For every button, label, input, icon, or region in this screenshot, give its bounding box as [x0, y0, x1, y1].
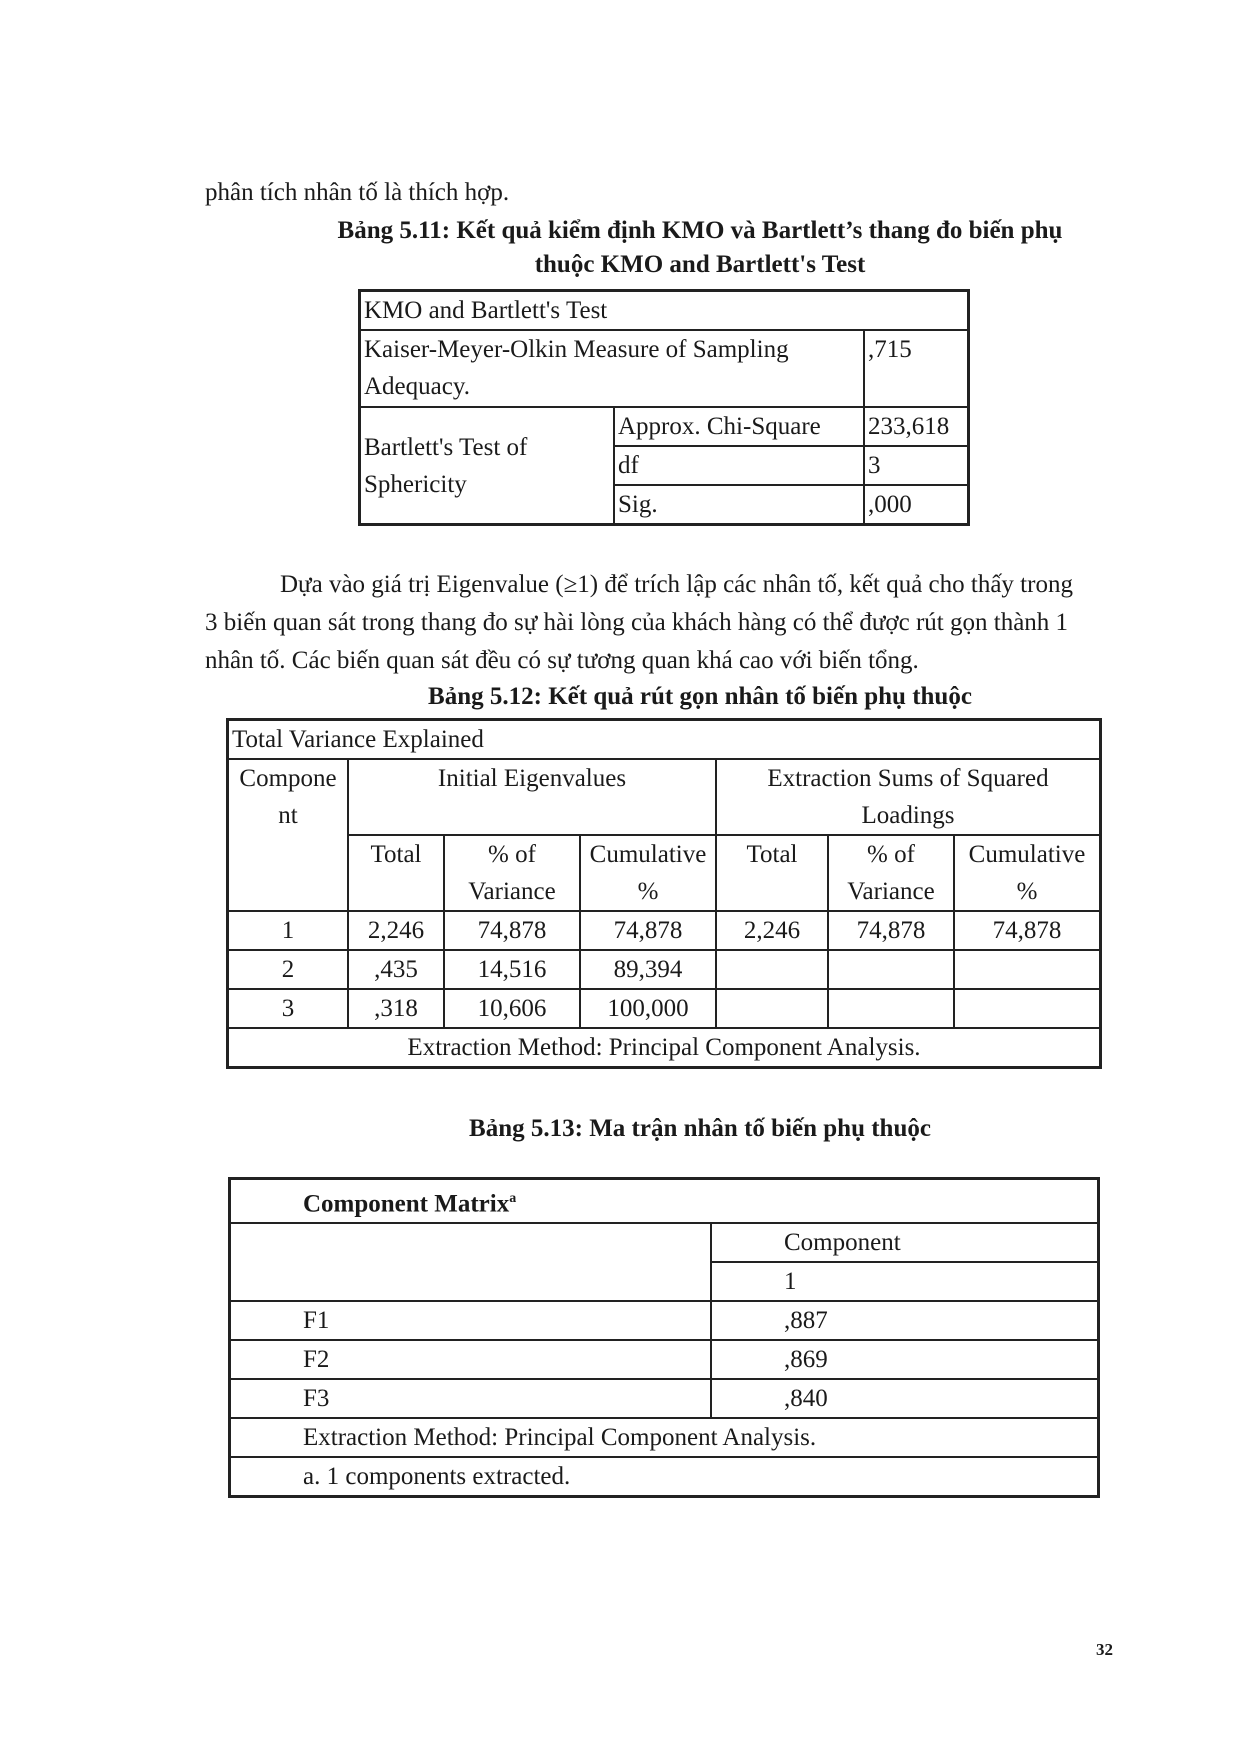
kmo-table-title: KMO and Bartlett's Test: [360, 291, 969, 331]
paragraph-line-3: nhân tố. Các biến quan sát đều có sự tương quan khá cao với biến tổng.: [205, 647, 919, 674]
ex-cum-line-2: %: [1016, 878, 1038, 905]
matrix-row-label: F1: [230, 1301, 712, 1340]
row-component: 3: [228, 989, 349, 1028]
pct-line-2: Variance: [468, 878, 556, 905]
row-total: ,435: [348, 950, 444, 989]
row-cum: 74,878: [580, 911, 716, 950]
kmo-bartlett-table: [358, 289, 970, 526]
bartlett-label-line-1: Bartlett's Test of: [364, 433, 528, 461]
component-matrix-blank: [230, 1223, 712, 1301]
component-matrix-title: [230, 1179, 1099, 1224]
pct-line-1: % of: [488, 841, 536, 868]
caption-line-1: Bảng 5.11: Kết quả kiểm định KMO và Bartlett’s thang đo biến phụ: [337, 217, 1063, 244]
component-matrix-title-text: Component Matrix: [303, 1190, 510, 1218]
row-component: 2: [228, 950, 349, 989]
row-ex-cum: [954, 989, 1101, 1028]
row-total: ,318: [348, 989, 444, 1028]
bartlett-row-label: Sig.: [614, 485, 864, 525]
total-variance-title: Total Variance Explained: [228, 720, 1101, 760]
component-matrix-footer-1: Extraction Method: Principal Component Analysis.: [230, 1418, 1099, 1457]
table-5-12-caption: Bảng 5.12: Kết quả rút gọn nhân tố biến phụ thuộc: [428, 683, 972, 710]
component-header: Component: [711, 1223, 1099, 1262]
component-matrix-table: [228, 1177, 1100, 1498]
ex-pct-line-1: % of: [867, 841, 915, 868]
cum-line-1: Cumulative: [589, 841, 707, 868]
row-ex-pct: [828, 950, 954, 989]
row-component: 1: [228, 911, 349, 950]
row-cum: 89,394: [580, 950, 716, 989]
row-ex-pct: [828, 989, 954, 1028]
row-pct: 10,606: [444, 989, 580, 1028]
component-header: [228, 759, 349, 911]
row-ex-total: 2,246: [716, 911, 828, 950]
table-row: [230, 1379, 1099, 1418]
bartlett-label-line-2: Sphericity: [364, 470, 467, 498]
matrix-row-value: ,840: [711, 1379, 1099, 1418]
table-row: [228, 911, 1101, 950]
table-row: [230, 1340, 1099, 1379]
bartlett-row-value: 233,618: [864, 407, 969, 446]
table-5-11-caption: [290, 214, 1110, 282]
component-matrix-footer-2: a. 1 components extracted.: [230, 1457, 1099, 1497]
page-number: 32: [1096, 1640, 1113, 1659]
row-pct: 14,516: [444, 950, 580, 989]
row-cum: 100,000: [580, 989, 716, 1028]
extraction-sums-header: [716, 759, 1101, 835]
row-ex-total: [716, 950, 828, 989]
bartlett-row-label: Approx. Chi-Square: [614, 407, 864, 446]
table-5-13-caption: Bảng 5.13: Ma trận nhân tố biến phụ thuộc: [469, 1115, 931, 1142]
matrix-row-value: ,869: [711, 1340, 1099, 1379]
bartlett-row-value: ,000: [864, 485, 969, 525]
row-ex-pct: 74,878: [828, 911, 954, 950]
row-pct: 74,878: [444, 911, 580, 950]
bartlett-label: [360, 407, 615, 525]
table-row: [228, 950, 1101, 989]
table-row: [230, 1301, 1099, 1340]
subheader-ex-cumulative: [954, 835, 1101, 911]
total-variance-footer: Extraction Method: Principal Component Analysis.: [228, 1028, 1101, 1068]
matrix-row-label: F2: [230, 1340, 712, 1379]
component-index: 1: [711, 1262, 1099, 1301]
ex-cum-line-1: Cumulative: [968, 841, 1086, 868]
component-header-line-2: nt: [278, 802, 298, 829]
caption-line-2: thuộc KMO and Bartlett's Test: [534, 251, 866, 278]
row-ex-cum: 74,878: [954, 911, 1101, 950]
paragraph-line-2: 3 biến quan sát trong thang đo sự hài lòng của khách hàng có thể được rút gọn thành 1: [205, 609, 1069, 636]
intro-line: phân tích nhân tố là thích hợp.: [205, 179, 510, 206]
kmo-label-line-1: Kaiser-Meyer-Olkin Measure of Sampling: [364, 336, 789, 363]
extraction-header-line-1: Extraction Sums of Squared: [767, 765, 1049, 792]
bartlett-row-label: df: [614, 446, 864, 485]
subheader-cumulative: [580, 835, 716, 911]
kmo-label-line-2: Adequacy.: [364, 373, 470, 400]
component-header-line-1: Compone: [239, 765, 337, 792]
subheader-ex-total: Total: [716, 835, 828, 911]
row-ex-total: [716, 989, 828, 1028]
row-total: 2,246: [348, 911, 444, 950]
total-variance-table: [226, 718, 1102, 1069]
initial-eigenvalues-header: Initial Eigenvalues: [348, 759, 716, 835]
kmo-measure-label: [360, 330, 865, 407]
matrix-row-value: ,887: [711, 1301, 1099, 1340]
subheader-pct-variance: [444, 835, 580, 911]
extraction-header-line-2: Loadings: [861, 802, 955, 829]
row-ex-cum: [954, 950, 1101, 989]
component-matrix-title-sup: a: [509, 1191, 517, 1206]
matrix-row-label: F3: [230, 1379, 712, 1418]
ex-pct-line-2: Variance: [847, 878, 935, 905]
cum-line-2: %: [637, 878, 659, 905]
subheader-total: Total: [348, 835, 444, 911]
kmo-measure-value: ,715: [864, 330, 969, 407]
subheader-ex-pct-variance: [828, 835, 954, 911]
table-row: [228, 989, 1101, 1028]
bartlett-row-value: 3: [864, 446, 969, 485]
paragraph-line-1: Dựa vào giá trị Eigenvalue (≥1) để trích lập các nhân tố, kết quả cho thấy trong: [280, 571, 1073, 598]
